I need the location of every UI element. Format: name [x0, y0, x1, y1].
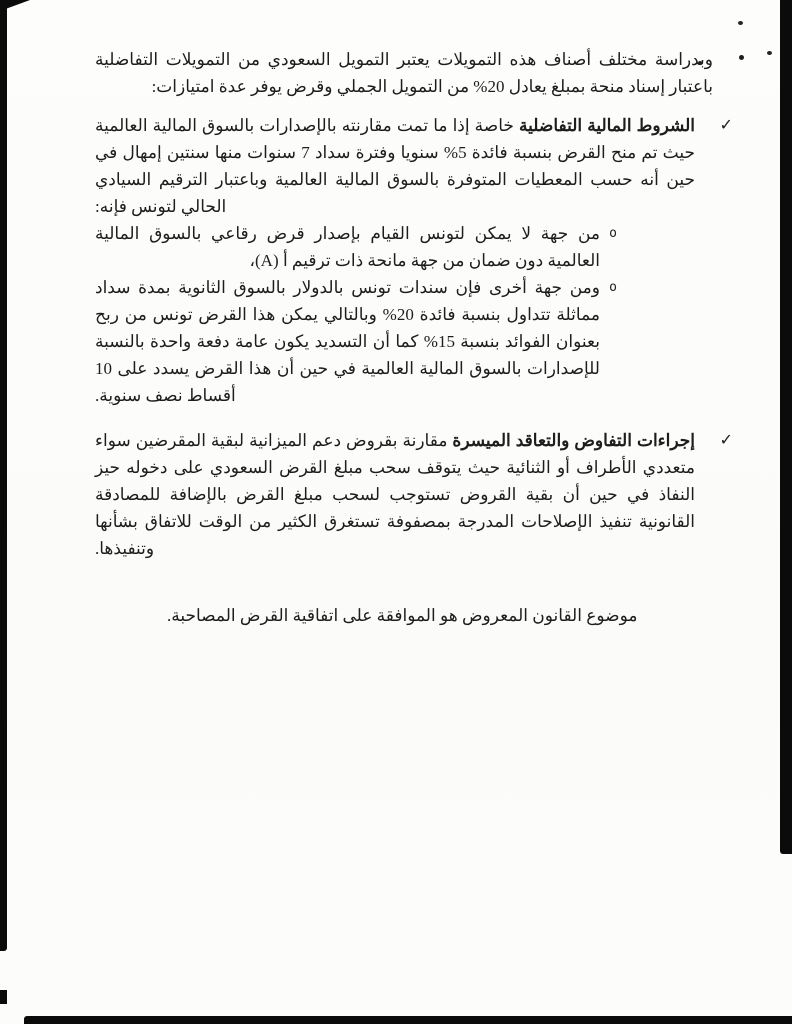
check-item-2-heading: إجراءات التفاوض والتعاقد الميسرة: [452, 431, 696, 450]
bullet-dot-icon: [739, 55, 744, 60]
check-item-2-text: مقارنة بقروض دعم الميزانية لبقية المقرضين سواء متعددي الأطراف أو الثنائية حيث يتوقف سحب مبلغ القرض السعودي على دخوله حيز النفاذ في حين أن بقية القروض تستوجب لسحب مبلغ القرض بالإضافة للمصادقة القانونية تنفيذ الإصلاحات المدرجة بمصفوفة تستغرق الكثير من الوقت للاتفاق بشأنها وتنفيذها.: [95, 431, 695, 558]
checkmark-icon: ✓: [719, 430, 733, 449]
circle-list-item-bond-issuance: [95, 220, 617, 274]
circle-bullet-icon: o: [609, 280, 617, 295]
ink-speck: [767, 51, 772, 55]
scan-corner-wedge: [0, 0, 30, 11]
ink-speck: [738, 21, 743, 25]
scan-edge-bottom: [24, 1016, 792, 1024]
circle-item-1-text: من جهة لا يمكن لتونس القيام بإصدار قرض رقاعي بالسوق المالية العالمية دون ضمان من جهة مانحة ذات ترقيم أ (A)،: [95, 224, 600, 270]
check-list-item-financial-terms: [95, 112, 733, 220]
circle-list-item-secondary-market: [95, 274, 617, 409]
check-item-1-text: خاصة إذا ما تمت مقارنته بالإصدارات بالسوق المالية العالمية حيث تم منح القرض بنسبة فائدة 5% سنويا وفترة سداد 7 سنوات منها سنتين إمهال في حين أنه حسب المعطيات المتوفرة بالسوق المالية العالمية وباعتبار الترقيم السيادي الحالي لتونس فإنه:: [95, 116, 695, 216]
scan-edge-right: [780, 0, 792, 854]
closing-text: موضوع القانون المعروض هو الموافقة على اتفاقية القرض المصاحبة.: [167, 606, 638, 625]
intro-text: وبدراسة مختلف أصناف هذه التمويلات يعتبر التمويل السعودي من التمويلات التفاضلية باعتبار إسناد منحة بمبلغ يعادل 20% من التمويل الجملي وقرض يوفر عدة امتيازات:: [95, 50, 713, 96]
checkmark-icon: ✓: [719, 115, 733, 134]
scan-edge-left: [0, 0, 7, 951]
check-item-1-heading: الشروط المالية التفاضلية: [519, 116, 696, 135]
circle-bullet-icon: o: [609, 226, 617, 241]
closing-paragraph: [95, 602, 713, 629]
check-list-item-negotiation-procedures: [95, 427, 733, 562]
scan-edge-nub: [0, 990, 7, 1004]
document-body: [95, 46, 733, 629]
intro-paragraph: [95, 46, 713, 100]
circle-item-2-text: ومن جهة أخرى فإن سندات تونس بالدولار بالسوق الثانوية بمدة سداد مماثلة تتداول بنسبة فائدة 20% وبالتالي يمكن هذا القرض تونس من ربح بعنوان الفوائد بنسبة 15% كما أن التسديد يكون عامة دفعة واحدة بالنسبة للإصدارات بالسوق المالية العالمية في حين أن هذا القرض يسدد على 10 أقساط نصف سنوية.: [95, 278, 601, 405]
